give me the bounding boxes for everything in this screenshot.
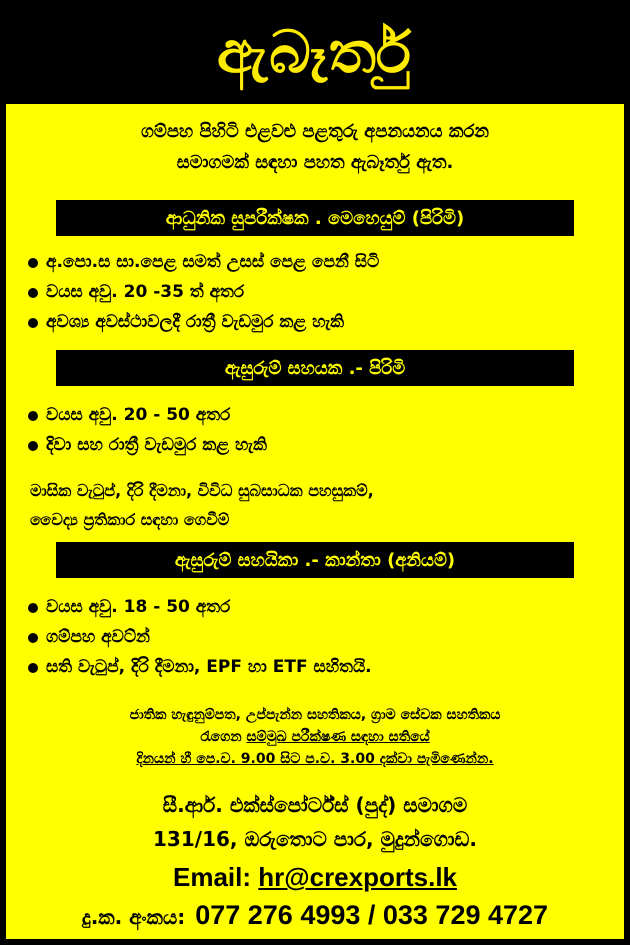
email-line bbox=[6, 860, 624, 894]
list-item: අවශ්‍ය අවස්ථාවලදී රාත්‍රී වැඩමුර කළ හැකි bbox=[24, 307, 614, 337]
company-address: 131/16, ඔරුතොට පාර, මුදුන්ගොඩ. bbox=[153, 827, 477, 851]
email-label: Email: bbox=[172, 862, 252, 892]
list-item: වයස අවු. 18 - 50 අතර bbox=[24, 592, 614, 622]
intro-line-2: සමාගමක් සඳහා පහත ඇබෑර්තු ඇත. bbox=[176, 152, 454, 173]
bullet-icon bbox=[28, 603, 38, 613]
bullet-icon bbox=[28, 258, 38, 268]
company-details bbox=[6, 788, 624, 856]
email-link[interactable]: hr@crexports.lk bbox=[258, 862, 458, 892]
intro bbox=[6, 116, 624, 178]
list-item: ගම්පහ අවට්න් bbox=[24, 622, 614, 652]
position-title-packing-assistant-female: ඇසුරුම් සහයිකා .- කාන්තා (අනියම්) bbox=[56, 542, 574, 578]
phone-line bbox=[6, 896, 624, 936]
company-name: සී.ආර්. එක්ස්පෝර්ට්ස් (පුද්) සමාගම bbox=[162, 793, 468, 817]
ad-title: ඇබෑර්තු bbox=[216, 18, 414, 86]
bullet-icon bbox=[28, 663, 38, 673]
position-2-requirements bbox=[24, 400, 614, 460]
bullet-icon bbox=[28, 411, 38, 421]
list-item: සති වැටුප්, දිරි දීමනා, EPF හා ETF සහිතයි. bbox=[24, 652, 614, 682]
position-1-requirements bbox=[24, 247, 614, 337]
intro-line-1: ගම්පහ පිහිටි එළවළු පළතුරු අපනයනය කරන bbox=[141, 121, 489, 142]
documents-line-3: දිනයන් හී පෙ.ව. 9.00 සිට ප.ව. 3.00 දක්වා පැමිණෙන්න. bbox=[136, 751, 494, 767]
bullet-icon bbox=[28, 318, 38, 328]
list-item: දිවා සහ රාත්‍රී වැඩමුර කළ හැකි bbox=[24, 430, 614, 460]
list-item: අ.පො.ස සා.පෙළ සමත් උසස් පෙළ පෙනී සිටි bbox=[24, 247, 614, 277]
position-title-trainee-supervisor: ආධුනික සුපරීක්ෂක . මෙහෙයුම් (පිරිමි) bbox=[56, 200, 574, 236]
bullet-icon bbox=[28, 288, 38, 298]
position-title-packing-assistant-male: ඇසුරුම් සහයක .- පිරිමි bbox=[56, 350, 574, 386]
benefits-line-1: මාසික වැටුප්, දිරි දීමනා, විවිධ සුබසාධක පහසුකම්, bbox=[30, 481, 374, 500]
documents-line-2: රැගෙන සම්මුඛ පරීක්ෂණ සඳහා සතියේ bbox=[200, 729, 430, 745]
phone-label: දු.ක. අංකය: bbox=[81, 905, 186, 929]
list-item: වයස අවු. 20 -35 ත් අතර bbox=[24, 277, 614, 307]
interview-note: සම්මුඛ පරීක්ෂණ සඳහා සතියේ bbox=[246, 729, 430, 745]
benefits-line-2: වෛද්‍ය ප්‍රතිකාර සඳහා ගෙවීම් bbox=[30, 510, 230, 529]
position-3-requirements bbox=[24, 592, 614, 682]
header bbox=[0, 0, 630, 104]
documents-line-1: ජාතික හැඳුනුම්පත, උප්පැන්න සහතිකය, ග්‍රාම සේවක සහතිකය bbox=[129, 707, 501, 723]
phone-numbers: 077 276 4993 / 033 729 4727 bbox=[195, 900, 549, 930]
ad-panel bbox=[6, 104, 624, 939]
documents-notice bbox=[6, 704, 624, 770]
bullet-icon bbox=[28, 441, 38, 451]
bullet-icon bbox=[28, 633, 38, 643]
benefits bbox=[30, 476, 610, 534]
list-item: වයස අවු. 20 - 50 අතර bbox=[24, 400, 614, 430]
